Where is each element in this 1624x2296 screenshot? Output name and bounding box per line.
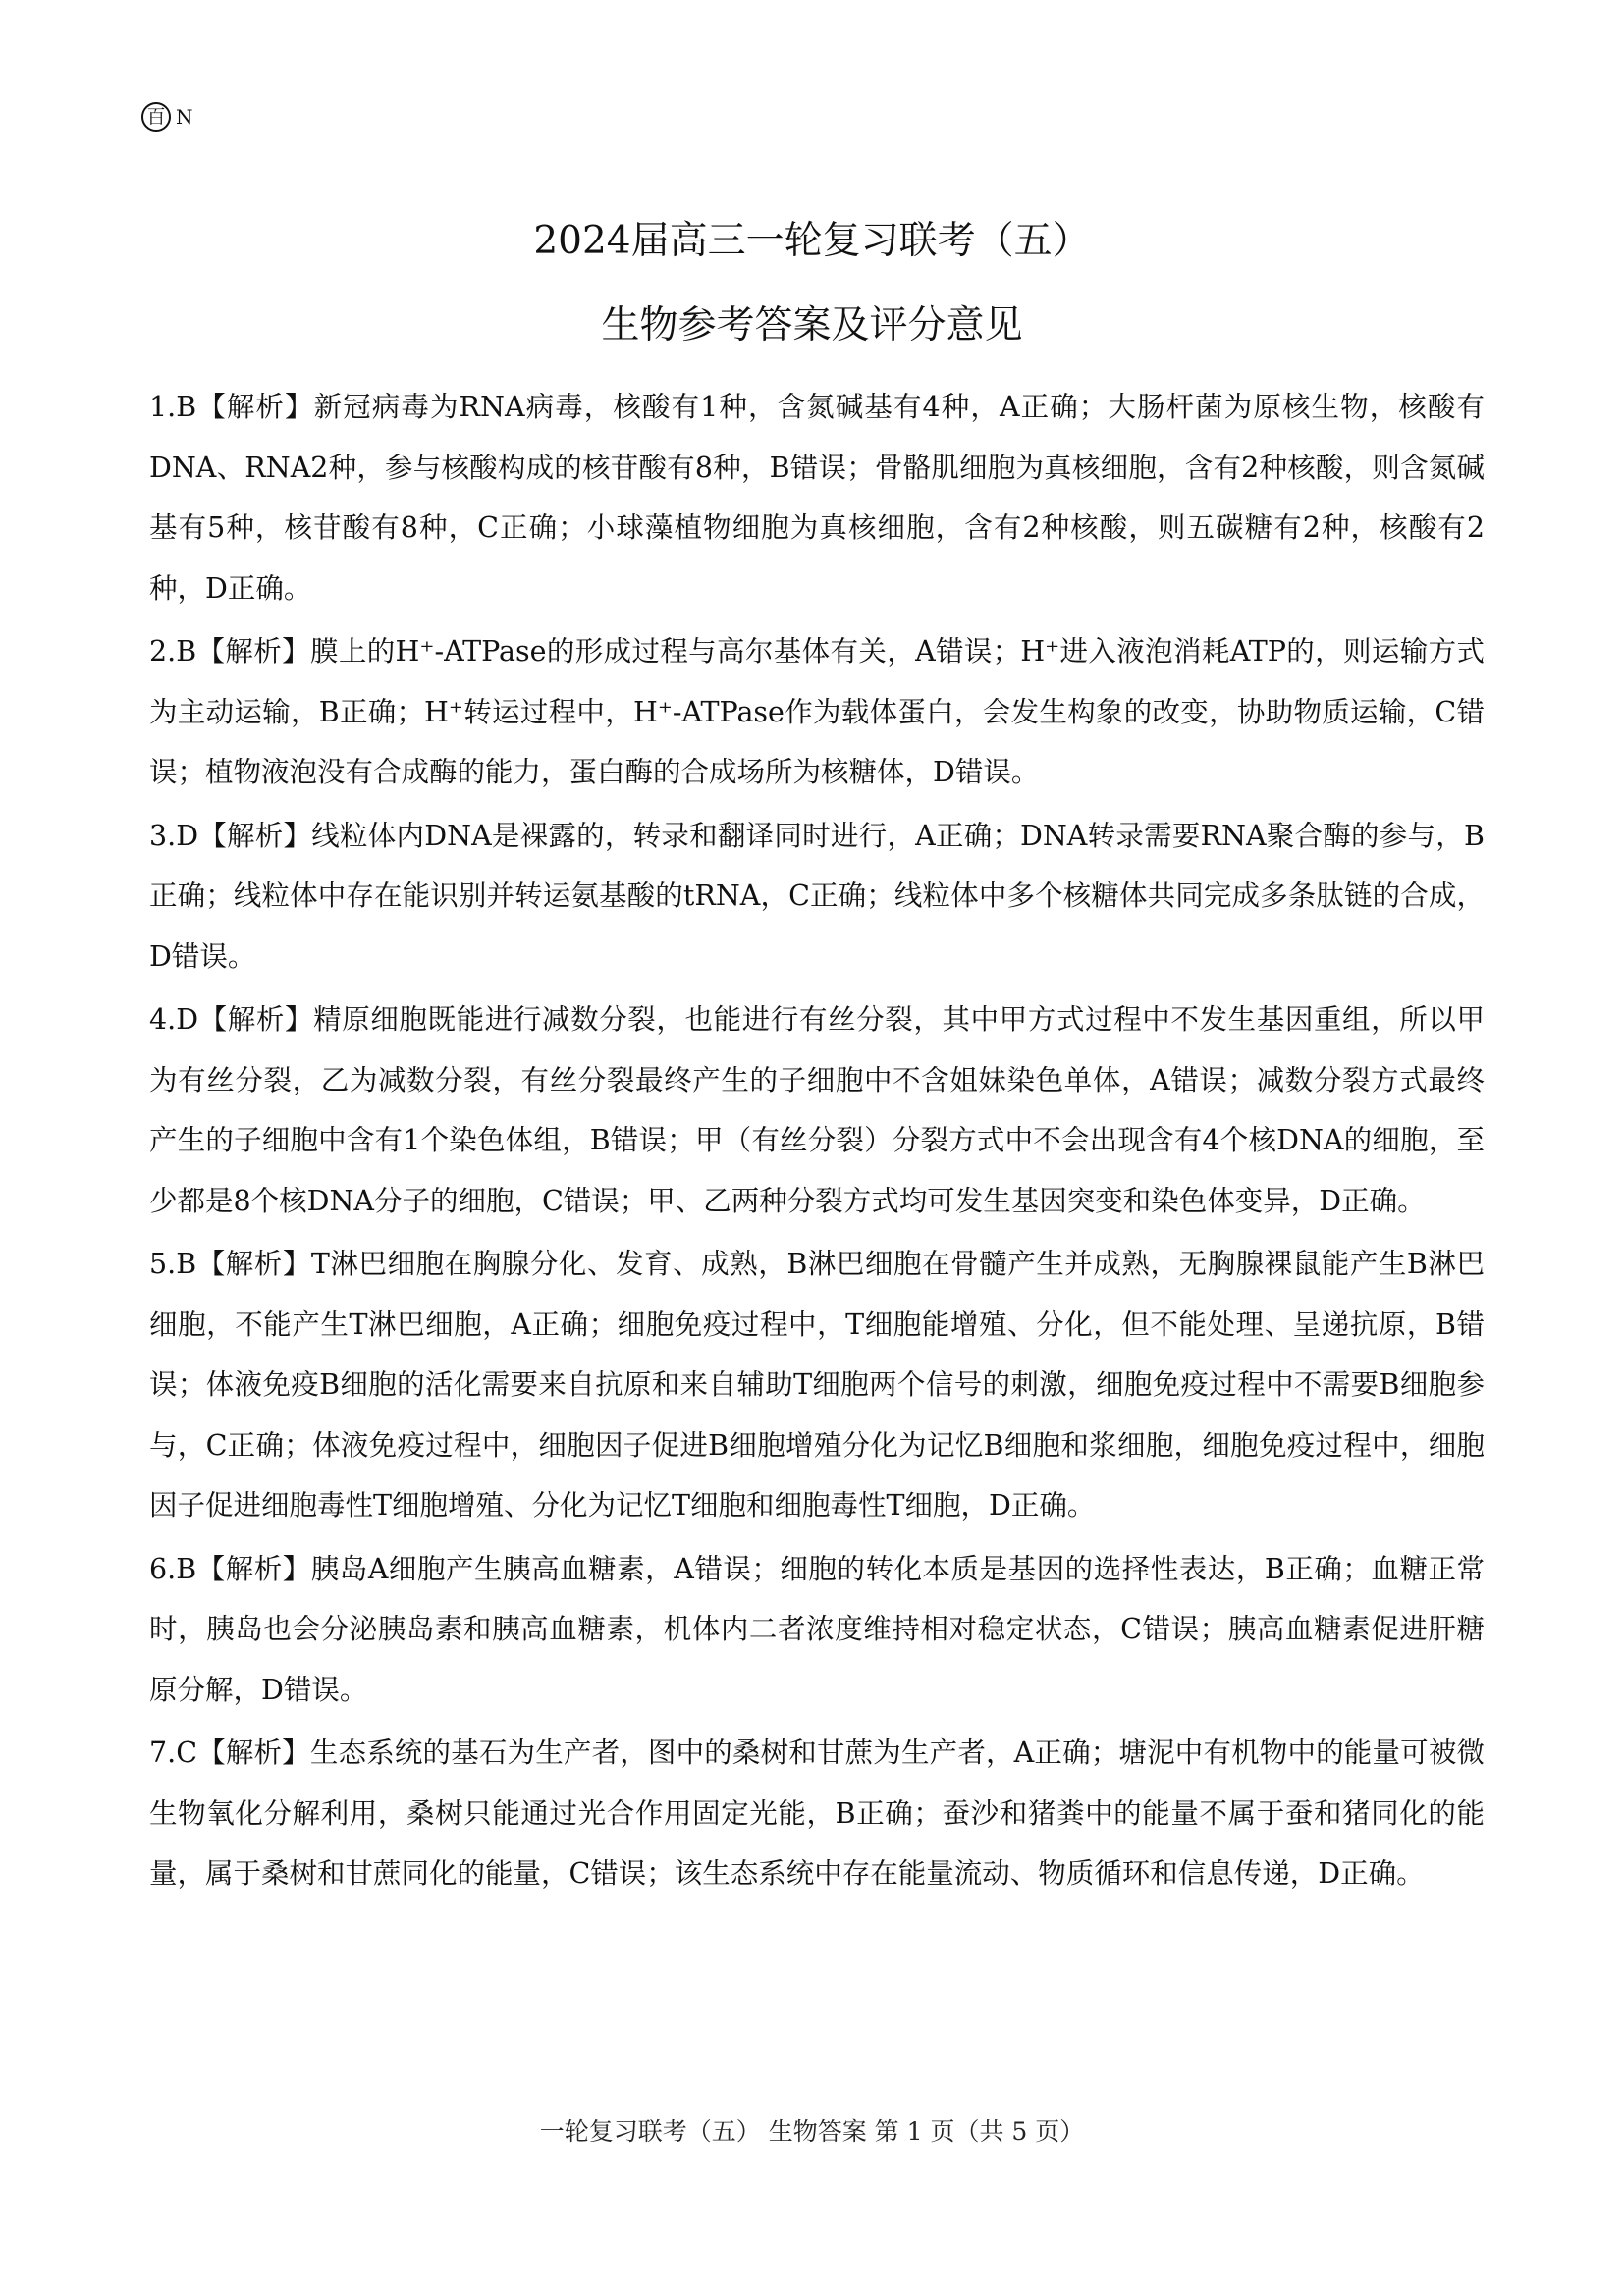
- answer-item-3: 3.D【解析】线粒体内DNA是裸露的，转录和翻译同时进行，A正确；DNA转录需要RNA聚合酶的参与，B正确；线粒体中存在能识别并转运氨基酸的tRNA，C正确；线粒体中多个核糖体共同完成多条肽链的合成，D错误。: [149, 819, 1485, 973]
- answer-item-1: 1.B【解析】新冠病毒为RNA病毒，核酸有1种，含氮碱基有4种，A正确；大肠杆菌为原核生物，核酸有DNA、RNA2种，参与核酸构成的核苷酸有8种，B错误；骨骼肌细胞为真核细胞，含有2种核酸，则含氮碱基有5种，核苷酸有8种，C正确；小球藻植物细胞为真核细胞，含有2种核酸，则五碳糖有2种，核酸有2种，D正确。: [149, 391, 1485, 605]
- document-title: 2024届高三一轮复习联考（五）: [533, 219, 1091, 263]
- answer-item-6: 6.B【解析】胰岛A细胞产生胰高血糖素，A错误；细胞的转化本质是基因的选择性表达，B正确；血糖正常时，胰岛也会分泌胰岛素和胰高血糖素，机体内二者浓度维持相对稳定状态，C错误；胰高血糖素促进肝糖原分解，D错误。: [149, 1552, 1485, 1706]
- answer-item-4: 4.D【解析】精原细胞既能进行减数分裂，也能进行有丝分裂，其中甲方式过程中不发生基因重组，所以甲为有丝分裂，乙为减数分裂，有丝分裂最终产生的子细胞中不含姐妹染色单体，A错误；减数分裂方式最终产生的子细胞中含有1个染色体组，B错误；甲（有丝分裂）分裂方式中不会出现含有4个核DNA的细胞，至少都是8个核DNA分子的细胞，C错误；甲、乙两种分裂方式均可发生基因突变和染色体变异，D正确。: [149, 1003, 1485, 1217]
- document-subtitle: 生物参考答案及评分意见: [601, 303, 1023, 347]
- answer-item-2: 2.B【解析】膜上的H⁺-ATPase的形成过程与高尔基体有关，A错误；H⁺进入液泡消耗ATP的，则运输方式为主动运输，B正确；H⁺转运过程中，H⁺-ATPase作为载体蛋白，会发生构象的改变，协助物质运输，C错误；植物液泡没有合成酶的能力，蛋白酶的合成场所为核糖体，D错误。: [149, 635, 1485, 788]
- answer-list: [149, 377, 1485, 1907]
- answer-item-5: 5.B【解析】T淋巴细胞在胸腺分化、发育、成熟，B淋巴细胞在骨髓产生并成熟，无胸腺裸鼠能产生B淋巴细胞，不能产生T淋巴细胞，A正确；细胞免疫过程中，T细胞能增殖、分化，但不能处理、呈递抗原，B错误；体液免疫B细胞的活化需要来自抗原和来自辅助T细胞两个信号的刺激，细胞免疫过程中不需要B细胞参与，C正确；体液免疫过程中，细胞因子促进B细胞增殖分化为记忆B细胞和浆细胞，细胞免疫过程中，细胞因子促进细胞毒性T细胞增殖、分化为记忆T细胞和细胞毒性T细胞，D正确。: [149, 1248, 1485, 1522]
- page-footer: 一轮复习联考（五） 生物答案 第 1 页（共 5 页）: [539, 2117, 1085, 2146]
- logo-letter: N: [176, 105, 193, 129]
- answer-item-7: 7.C【解析】生态系统的基石为生产者，图中的桑树和甘蔗为生产者，A正确；塘泥中有机物中的能量可被微生物氧化分解利用，桑树只能通过光合作用固定光能，B正确；蚕沙和猪粪中的能量不属于蚕和猪同化的能量，属于桑树和甘蔗同化的能量，C错误；该生态系统中存在能量流动、物质循环和信息传递，D正确。: [149, 1736, 1485, 1890]
- publisher-logo: [141, 102, 193, 132]
- logo-circle-icon: 百: [141, 102, 171, 132]
